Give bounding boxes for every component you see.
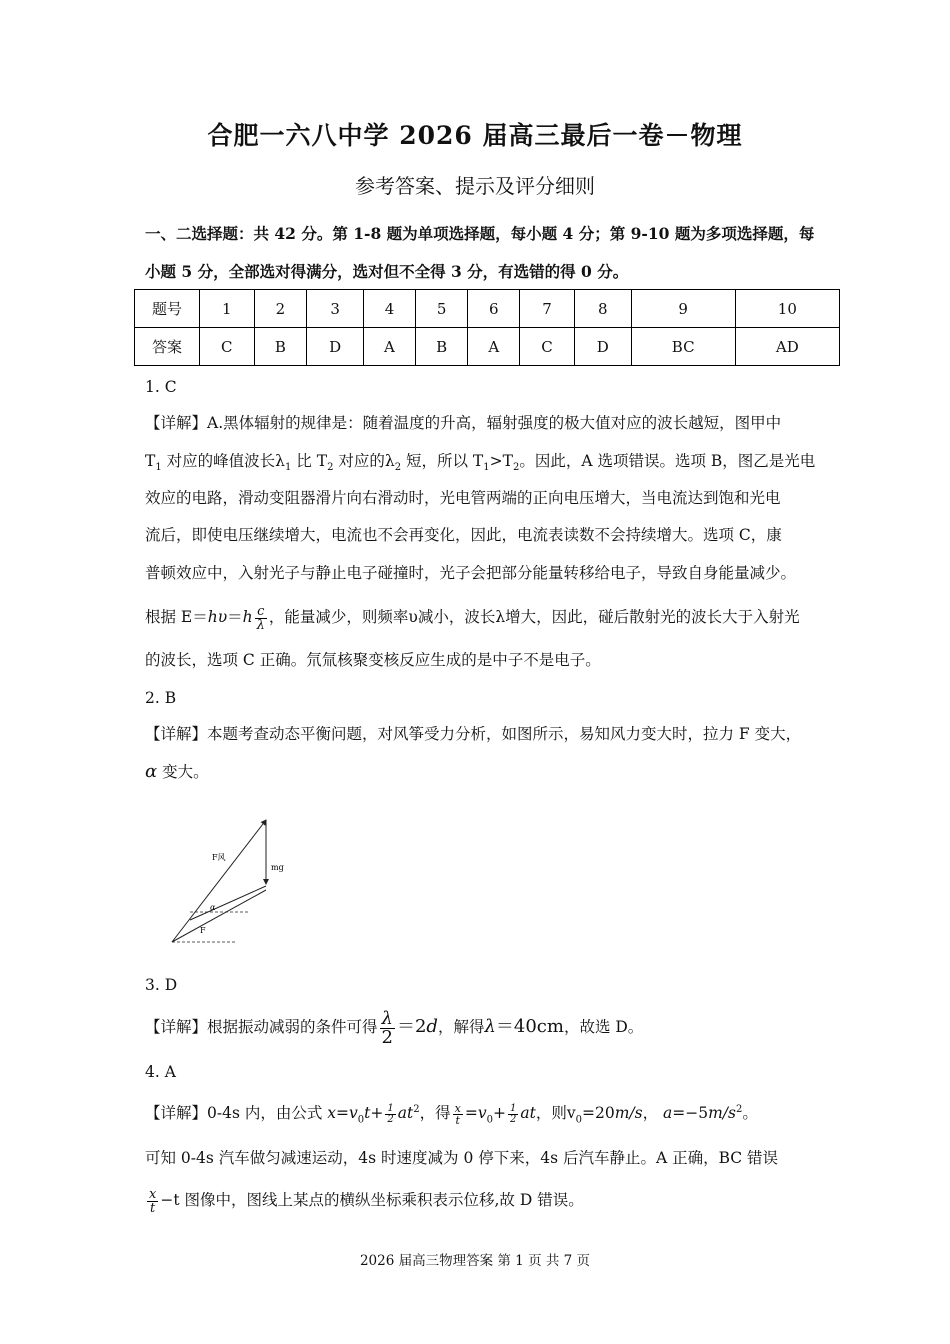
table-row-label: 答案 <box>135 328 200 366</box>
q3-line-formula: 【详解】根据振动减弱的条件可得 $\frac{\lambda}{2}$ ＝2d，解得λ＝40cm，故选 D。 <box>145 1007 644 1048</box>
q1-line: 普顿效应中，入射光子与静止电子碰撞时，光子会把部分能量转移给电子，导致自身能量减少。 <box>145 564 797 582</box>
table-cell: 4 <box>364 290 416 328</box>
table-cell: D <box>574 328 631 366</box>
table-cell: 2 <box>254 290 307 328</box>
table-cell: 7 <box>520 290 575 328</box>
q1-line: 流后，即使电压继续增大，电流也不会再变化，因此，电流表读数不会持续增大。选项 C，康 <box>145 526 782 544</box>
q1-line-formula: 根据 E＝hυ＝h $\frac{c}{\lambda}$ ，能量减少，则频率υ减小，波长λ增大，因此，碰后散射光的波长大于入射光 <box>145 603 800 633</box>
table-cell: A <box>364 328 416 366</box>
q4-line-formula: $\frac{x}{t}$ −t 图像中，图线上某点的横纵坐标乘积表示位移,故 D 错误。 <box>149 1186 584 1216</box>
fraction: $\frac{1}{2}$ <box>509 1102 517 1125</box>
fraction: $\frac{x}{t}$ <box>149 1186 157 1216</box>
fraction: $\frac{\lambda}{2}$ <box>381 1007 393 1048</box>
f-label: F <box>200 926 206 935</box>
table-cell: B <box>415 328 468 366</box>
tension-vector-2 <box>190 886 266 920</box>
section-heading-line1: 一、二选择题：共 42 分。第 1-8 题为单项选择题，每小题 4 分；第 9-10 题为多项选择题，每 <box>145 224 815 243</box>
table-cell: D <box>307 328 364 366</box>
table-cell: B <box>254 328 307 366</box>
fraction: $\frac{1}{2}$ <box>387 1102 394 1125</box>
q2-line: 【详解】本题考查动态平衡问题，对风筝受力分析，如图所示，易知风力变大时，拉力 F 变大， <box>145 725 802 743</box>
page-footer: 2026 届高三物理答案 第 1 页 共 7 页 <box>359 1253 591 1269</box>
q4-line-formula: 【详解】0-4s 内，由公式 $x=v_0t+$ $\frac{1}{2}$ $at^2$，得 $\frac{x}{t}$ $=v_0+$ $\frac{1}{2}$ at，则$v_0=20m/s$， $a=-5m/s^2$。 <box>145 1101 758 1127</box>
alpha-label: α <box>210 903 216 912</box>
q1-line: 的波长，选项 C 正确。氘氚核聚变核反应生成的是中子不是电子。 <box>145 651 601 669</box>
section-heading-line2: 小题 5 分，全部选对得满分，选对但不全得 3 分，有选错的得 0 分。 <box>145 262 629 281</box>
q1-line: 【详解】A.黑体辐射的规律是：随着温度的升高，辐射强度的极大值对应的波长越短，图甲中 <box>145 414 782 432</box>
table-cell: 1 <box>200 290 255 328</box>
q1-line: $T_1$ 对应的峰值波长$\lambda_1$ 比 $T_2$ 对应的$\lambda_2$ 短，所以 $T_1>T_2$。因此，A 选项错误。选项 B，图乙是光电 <box>145 452 816 474</box>
table-cell: 9 <box>631 290 735 328</box>
table-cell: 10 <box>735 290 839 328</box>
answer-table <box>134 289 840 366</box>
fraction: $\frac{c}{\lambda}$ <box>256 603 265 633</box>
table-cell: C <box>200 328 255 366</box>
table-row <box>135 328 840 366</box>
wind-force-vector <box>172 820 266 942</box>
page-subtitle: 参考答案、提示及评分细则 <box>355 174 595 198</box>
table-cell: 6 <box>468 290 520 328</box>
q4-heading: 4. A <box>145 1063 176 1081</box>
table-cell: AD <box>735 328 839 366</box>
table-cell: 5 <box>415 290 468 328</box>
table-row-label: 题号 <box>135 290 200 328</box>
table-cell: 3 <box>307 290 364 328</box>
table-cell: 8 <box>574 290 631 328</box>
kite-force-diagram <box>160 812 300 952</box>
q1-heading: 1. C <box>145 378 177 396</box>
fraction: $\frac{x}{t}$ <box>454 1101 461 1127</box>
table-cell: BC <box>631 328 735 366</box>
page-title: 合肥一六八中学 2026 届高三最后一卷－物理 <box>207 121 743 150</box>
q4-line: 可知 0-4s 汽车做匀减速运动，4s 时速度减为 0 停下来，4s 后汽车静止。A 正确，BC 错误 <box>145 1149 779 1167</box>
wind-label: F风 <box>212 853 226 862</box>
q2-heading: 2. B <box>145 689 177 707</box>
q2-line: α 变大。 <box>145 761 209 782</box>
q3-heading: 3. D <box>145 976 178 994</box>
table-cell: A <box>468 328 520 366</box>
q1-line: 效应的电路，滑动变阻器滑片向右滑动时，光电管两端的正向电压增大，当电流达到饱和光电 <box>145 489 781 507</box>
mg-label: mg <box>271 863 284 872</box>
table-cell: C <box>520 328 575 366</box>
tension-vector-1 <box>172 890 266 942</box>
table-row <box>135 290 840 328</box>
